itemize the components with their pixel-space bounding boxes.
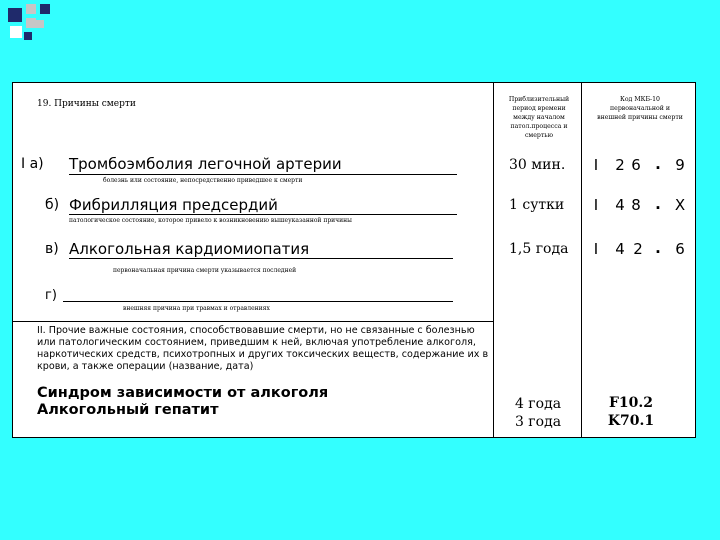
decor-square bbox=[10, 26, 22, 38]
column-divider bbox=[581, 83, 582, 438]
row-d-label: г) bbox=[45, 288, 57, 303]
decor-square bbox=[24, 32, 32, 40]
row-a-code-char: 9 bbox=[675, 156, 685, 174]
row-b-label: б) bbox=[45, 197, 60, 213]
row-b-code-char: I bbox=[593, 196, 599, 214]
part2-description: II. Прочие важные состояния, способствовавшие смерти, но не связанные с болезнью или патологическим состоянием, приведшим к ней, включая употребление алкоголя, наркотических средств, психотропных и других токсических веществ, содержание их в крови, а также операции (название, дата) bbox=[37, 325, 489, 372]
decor-square bbox=[26, 4, 36, 14]
row-a-underline bbox=[69, 174, 457, 175]
part2-diagnosis: Синдром зависимости от алкоголя bbox=[37, 385, 329, 401]
part-divider bbox=[13, 321, 493, 322]
part2-code: K70.1 bbox=[607, 413, 655, 429]
row-a-interval: 30 мин. bbox=[509, 157, 566, 173]
decor-square bbox=[26, 18, 36, 28]
row-b-cause: Фибрилляция предсердий bbox=[69, 196, 278, 214]
row-c-note: первоначальная причина смерти указывается последней bbox=[113, 267, 297, 274]
row-b-underline bbox=[69, 214, 457, 215]
row-b-code-char: X bbox=[674, 196, 686, 214]
row-d-underline bbox=[63, 301, 453, 302]
row-c-label: в) bbox=[45, 241, 59, 257]
part2-code: F10.2 bbox=[608, 395, 654, 411]
row-b-note: патологическое состояние, которое привело к возникновению вышеуказанной причины bbox=[69, 217, 352, 224]
row-c-cause: Алкогольная кардиомиопатия bbox=[69, 240, 310, 258]
row-a-label: I а) bbox=[21, 156, 44, 172]
row-c-code-char: . bbox=[655, 239, 661, 257]
column-divider bbox=[493, 83, 494, 438]
decor-square bbox=[40, 4, 50, 14]
row-a-code-char: 2 bbox=[615, 156, 625, 174]
part2-interval: 4 года bbox=[514, 396, 562, 412]
row-a-cause: Тромбоэмболия легочной артерии bbox=[69, 155, 342, 173]
part2-diagnosis: Алкогольный гепатит bbox=[37, 402, 219, 418]
part2-interval: 3 года bbox=[514, 414, 562, 430]
row-b-code-char: 8 bbox=[631, 196, 641, 214]
row-b-code-char: . bbox=[655, 195, 661, 213]
decor-square bbox=[36, 20, 44, 28]
row-a-code-char: 6 bbox=[631, 156, 641, 174]
death-certificate-form bbox=[12, 82, 696, 438]
section-title: 19. Причины смерти bbox=[37, 99, 136, 109]
interval-column-header: Приблизительный период времени между началом патол.процесса и смертью bbox=[508, 96, 570, 139]
row-c-interval: 1,5 года bbox=[509, 241, 569, 257]
row-c-code-char: 4 bbox=[615, 240, 625, 258]
row-a-code-char: I bbox=[593, 156, 599, 174]
row-b-interval: 1 сутки bbox=[509, 197, 565, 213]
row-d-note: внешняя причина при травмах и отравлениях bbox=[123, 305, 270, 312]
code-column-header: Код МКБ-10 первоначальной и внешней причины смерти bbox=[597, 96, 683, 121]
row-c-code-char: 6 bbox=[675, 240, 685, 258]
row-a-note: болезнь или состояние, непосредственно приведшее к смерти bbox=[103, 177, 303, 184]
row-c-underline bbox=[69, 258, 453, 259]
row-c-code-char: 2 bbox=[633, 240, 643, 258]
row-b-code-char: 4 bbox=[615, 196, 625, 214]
decor-square bbox=[8, 8, 22, 22]
row-c-code-char: I bbox=[593, 240, 599, 258]
row-a-code-char: . bbox=[655, 155, 661, 173]
